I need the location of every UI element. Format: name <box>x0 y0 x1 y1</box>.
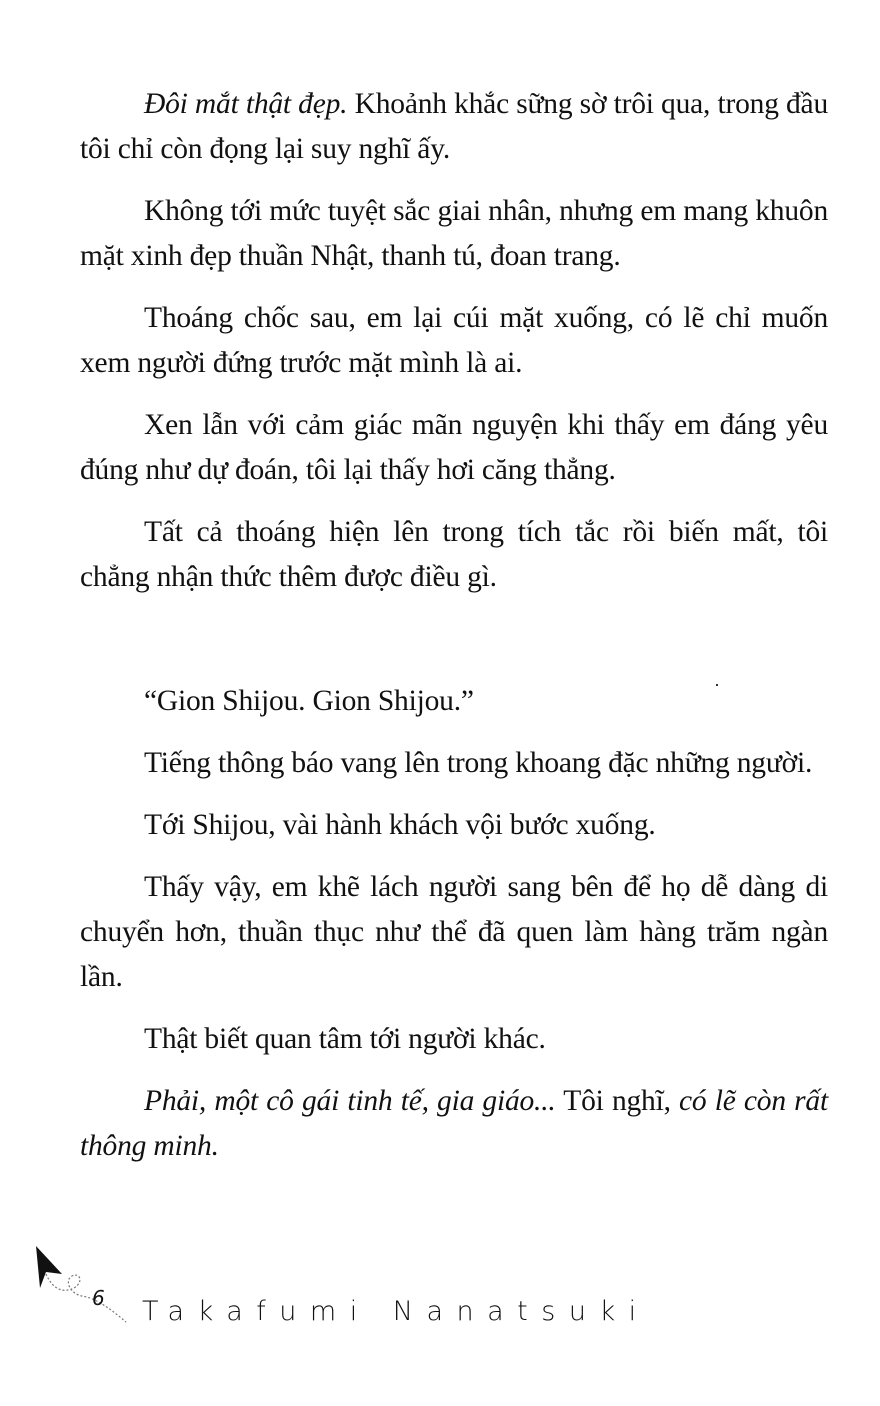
text-segment: “Gion Shijou. Gion Shijou.” <box>144 685 474 717</box>
paragraph <box>80 1079 828 1169</box>
paragraph <box>80 865 828 1000</box>
page-footer <box>22 1244 662 1334</box>
page-number: 6 <box>92 1286 105 1310</box>
text-segment: Tiếng thông báo vang lên trong khoang đặc những người. <box>144 747 813 779</box>
text-segment: Tôi nghĩ, <box>555 1085 680 1117</box>
text-segment: Thoáng chốc sau, em lại cúi mặt xuống, có lẽ chỉ muốn xem người đứng trước mặt mình là ai. <box>80 302 828 379</box>
text-segment: Khoảnh khắc sững sờ trôi qua, trong đầu tôi chỉ còn đọng lại suy nghĩ ấy. <box>80 88 828 165</box>
paragraph <box>80 296 828 386</box>
text-segment: Không tới mức tuyệt sắc giai nhân, nhưng em mang khuôn mặt xinh đẹp thuần Nhật, thanh tú, đoan trang. <box>80 195 828 272</box>
text-segment: Tất cả thoáng hiện lên trong tích tắc rồi biến mất, tôi chẳng nhận thức thêm được điều gì. <box>80 516 828 593</box>
paragraph <box>80 741 828 786</box>
text-segment: Thật biết quan tâm tới người khác. <box>144 1023 546 1055</box>
text-segment: Tới Shijou, vài hành khách vội bước xuống. <box>144 809 656 841</box>
text-segment: Thấy vậy, em khẽ lách người sang bên để họ dễ dàng di chuyển hơn, thuần thục như thể đã quen làm hàng trăm ngàn lần. <box>80 871 828 993</box>
paragraph <box>80 803 828 848</box>
print-speck <box>716 684 718 686</box>
paragraph <box>80 403 828 493</box>
scene-break <box>80 617 828 679</box>
paragraph <box>80 1017 828 1062</box>
text-segment: Xen lẫn với cảm giác mãn nguyện khi thấy em đáng yêu đúng như dự đoán, tôi lại thấy hơi căng thẳng. <box>80 409 828 486</box>
paragraph <box>80 189 828 279</box>
paragraph <box>80 82 828 172</box>
italic-text: Đôi mắt thật đẹp. <box>144 88 348 120</box>
italic-text: Phải, một cô gái tinh tế, gia giáo... <box>144 1085 556 1117</box>
italic-text: có lẽ còn rất thông minh. <box>80 1085 828 1162</box>
text-block-before-break <box>80 82 828 600</box>
text-block-after-break <box>80 679 828 1169</box>
author-name: Takafumi Nanatsuki <box>142 1296 650 1327</box>
book-page-body <box>80 82 828 1186</box>
paragraph <box>80 510 828 600</box>
